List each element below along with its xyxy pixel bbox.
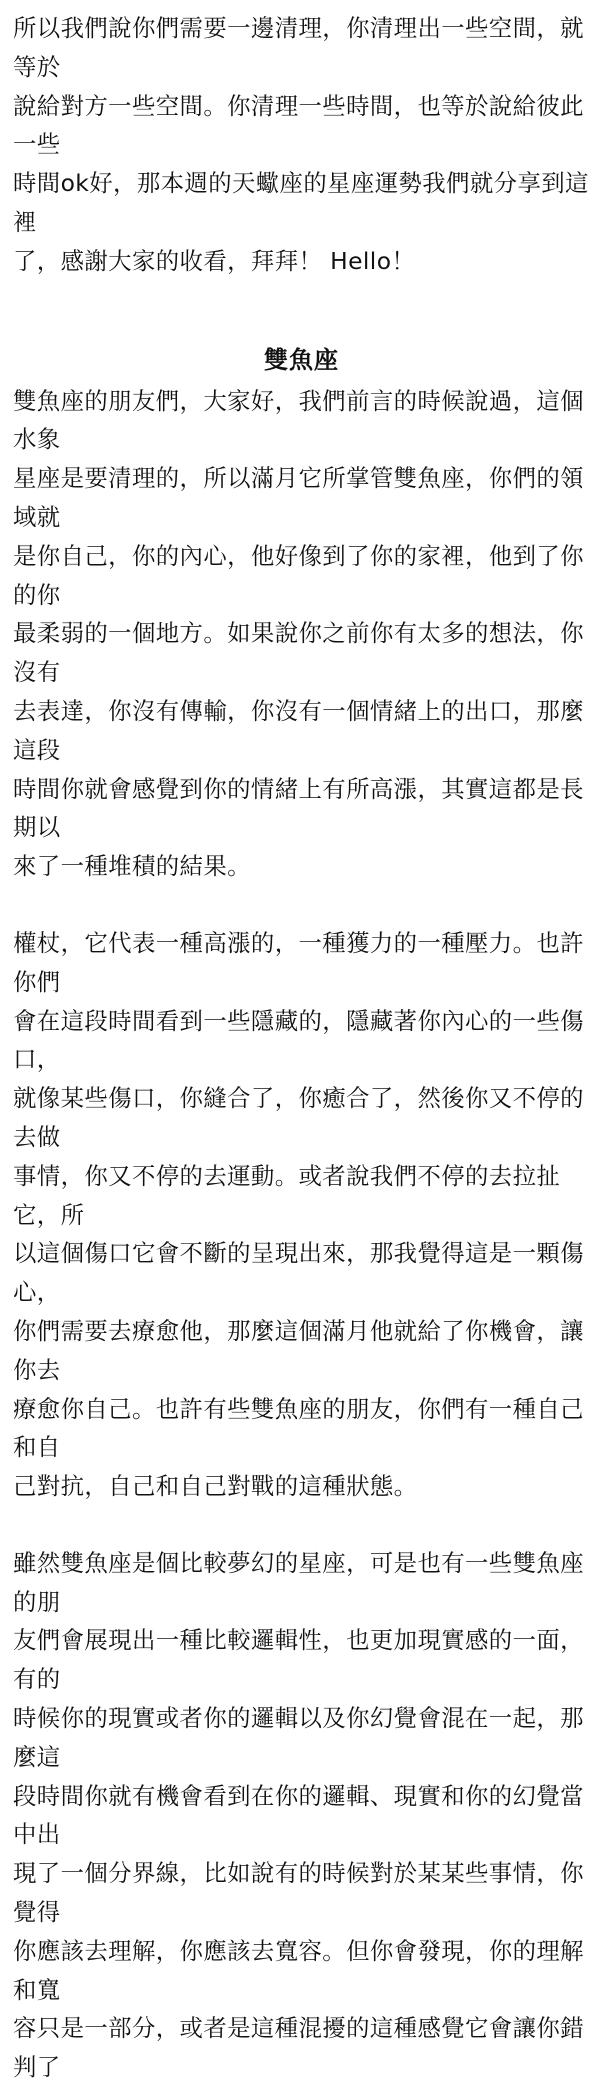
- article-body: [0, 9, 602, 2082]
- section-heading-pisces: 雙魚座: [264, 345, 339, 374]
- pisces-paragraph-3: 雖然雙魚座是個比較夢幻的星座，可是也有一些雙魚座的朋 友們會展現出一種比較邏輯性，也更加現實感的一面，有的 時候你的現實或者你的邏輯以及你幻覺會混在一起，那麼這 段時間你就有機會看到在你的邏輯、現實和你的幻覺當中出 現了一個分界線，比如說有的時候對於某某些事情，你覺得 你應該去理解，你應該去寬容。但你會發現，你的理解和寬 容只是一部分，或者是這種混擾的這種感覺它會讓你錯判了: [13, 1548, 584, 2082]
- pisces-paragraph-2: 權杖，它代表一種高漲的，一種獲力的一種壓力。也許你們 會在這段時間看到一些隱藏的，隱藏著你內心的一些傷口， 就像某些傷口，你縫合了，你癒合了，然後你又不停的去做 事情，你又不停的去運動。或者說我們不停的去拉扯它，所 以這個傷口它會不斷的呈現出來，那我覺得這是一顆傷心， 你們需要去療愈他，那麼這個滿月他就給了你機會，讓你去 療愈你自己。也許有些雙魚座的朋友，你們有一種自己和自 己對抗，自己和自己對戰的這種狀態。: [13, 928, 584, 1501]
- intro-paragraph: 所以我們說你們需要一邊清理，你清理出一些空間，就等於 說給對方一些空間。你清理一些時間，也等於說給彼此一些 時間ok好，那本週的天蠍座的星座運勢我們就分享到這裡 了，感謝大家的收看，拜拜！ Hello！: [13, 14, 589, 275]
- pisces-paragraph-1: 雙魚座的朋友們，大家好，我們前言的時候說過，這個水象 星座是要清理的，所以滿月它所掌管雙魚座，你們的領域就 是你自己，你的內心，他好像到了你的家裡，他到了你的你 最柔弱的一個地方。如果說你之前你有太多的想法，你沒有 去表達，你沒有傳輸，你沒有一個情緒上的出口，那麼這段 時間你就會感覺到你的情緒上有所高漲，其實這都是長期以 來了一種堆積的結果。: [13, 386, 584, 881]
